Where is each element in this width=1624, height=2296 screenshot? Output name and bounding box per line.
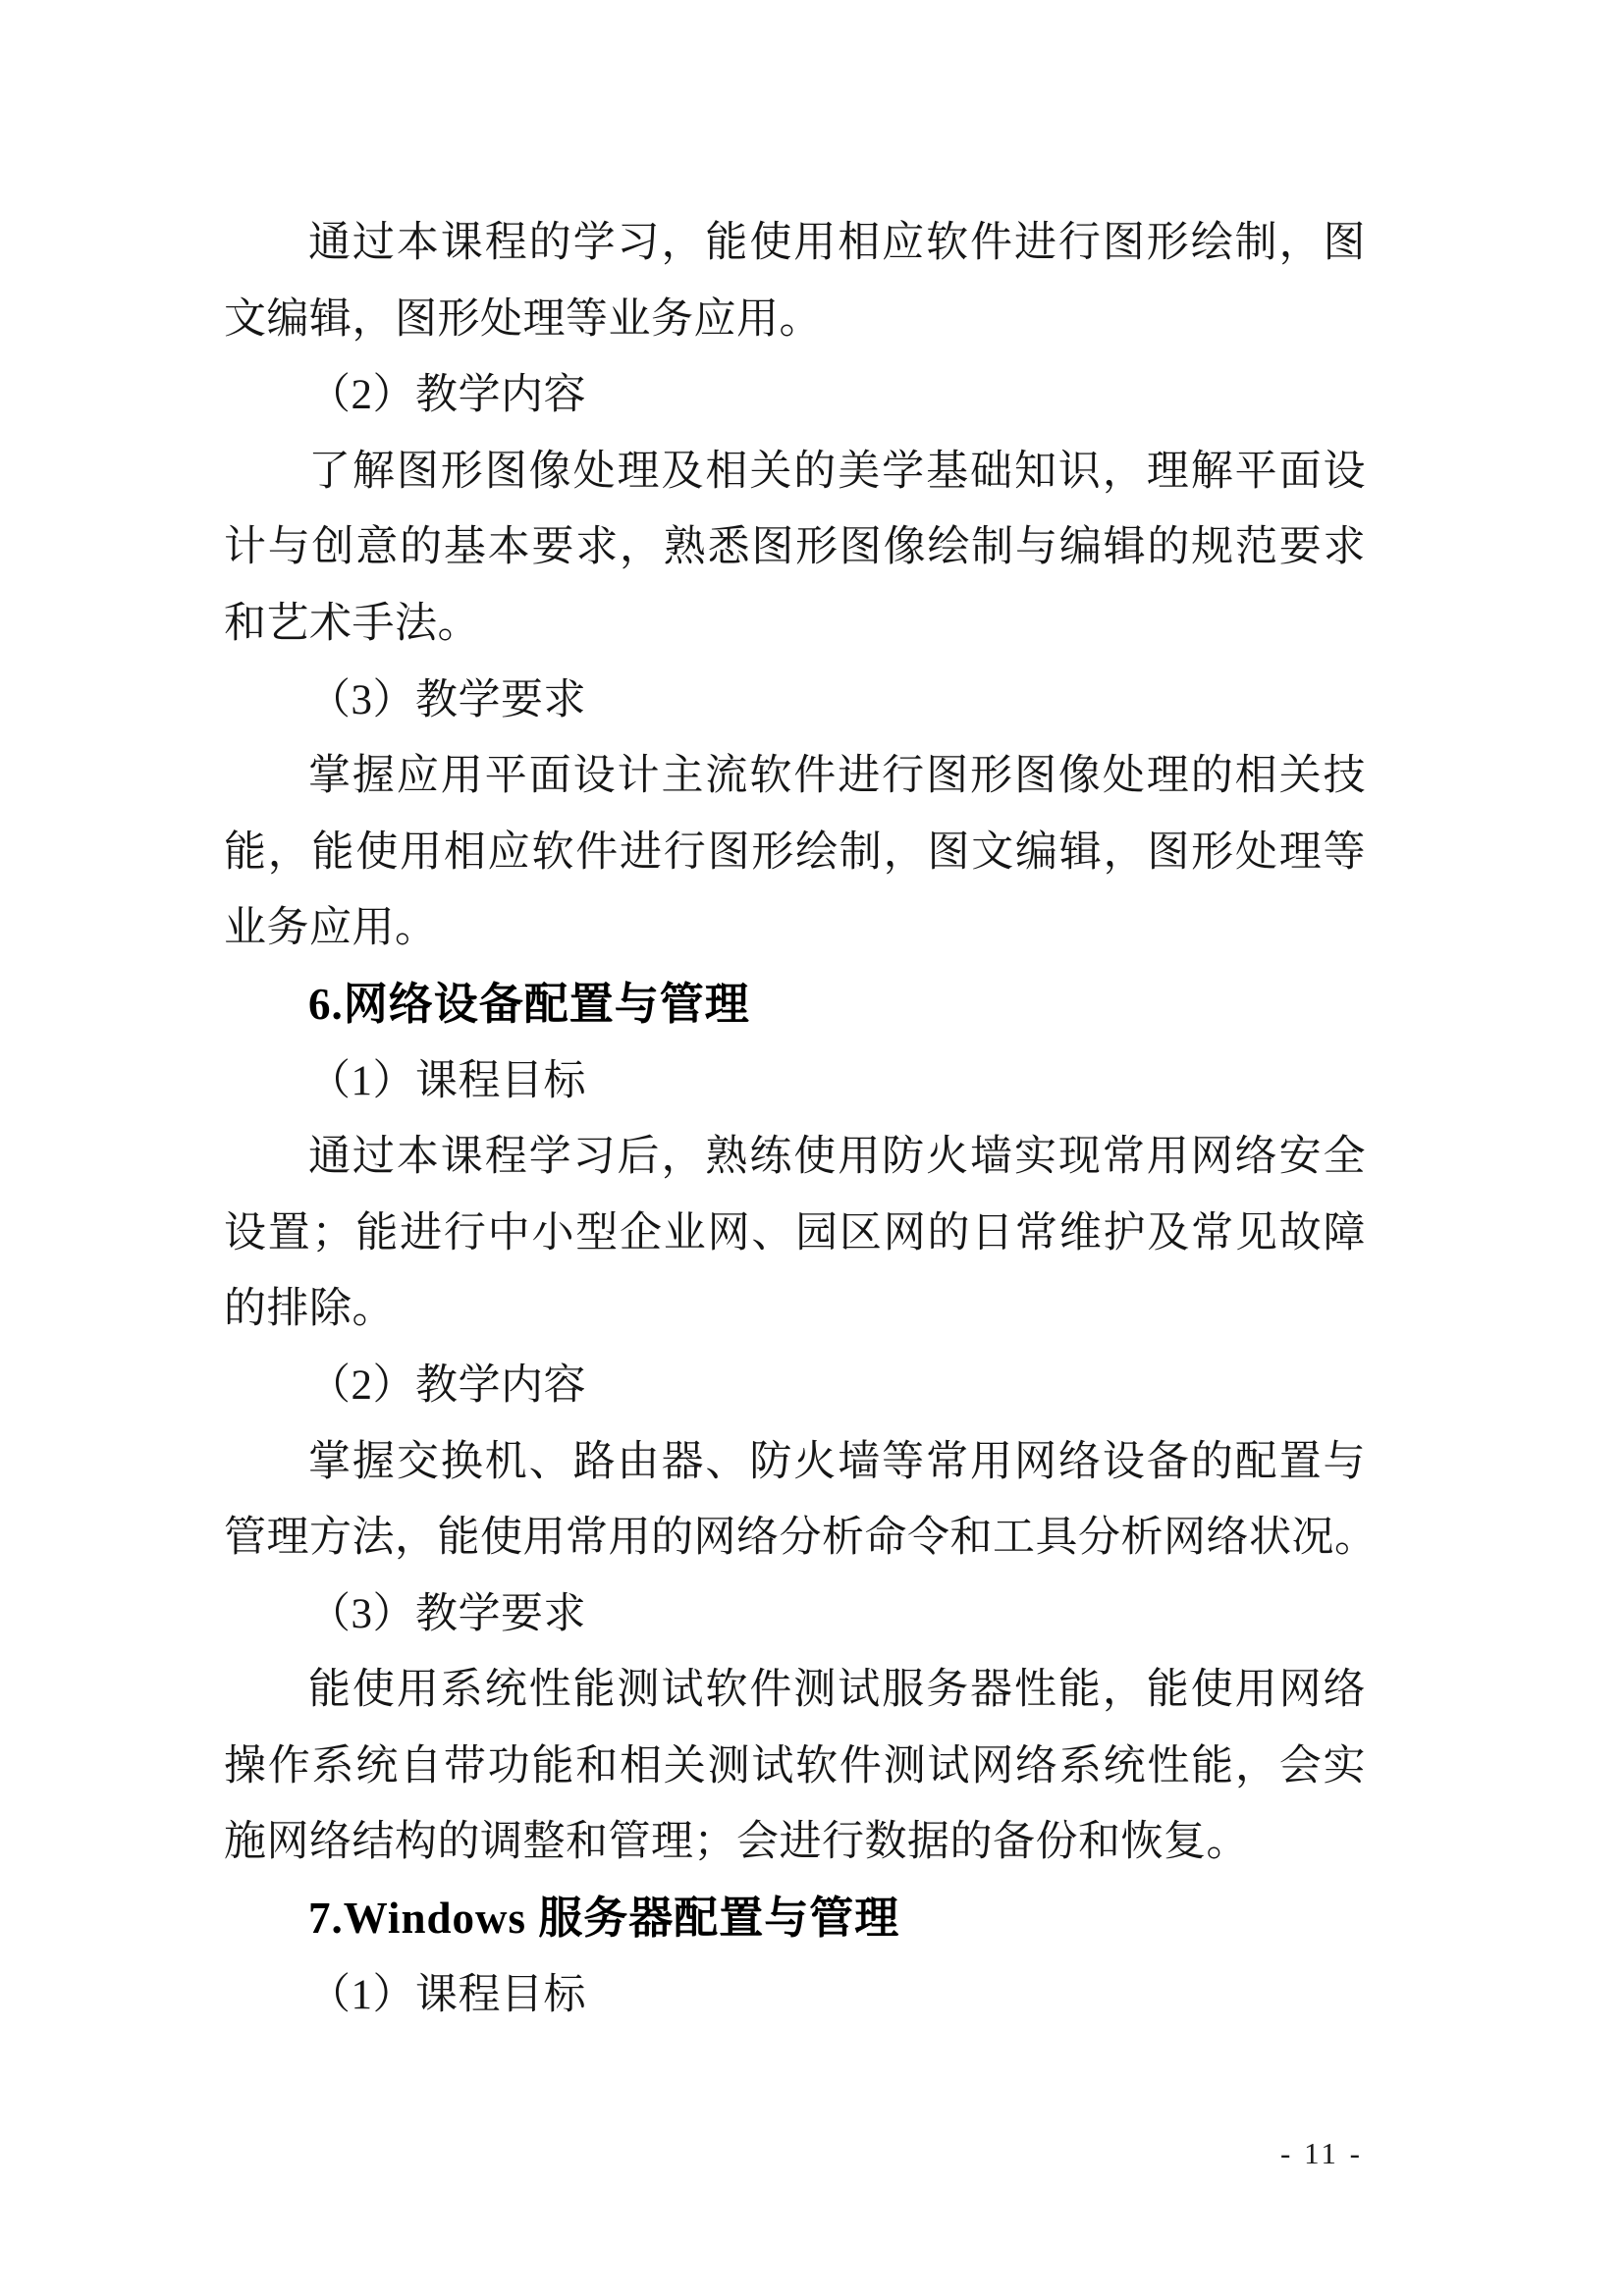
text-line: （1）课程目标 (308, 1971, 586, 2018)
text-line: 业务应用。 (224, 905, 438, 952)
text-line: 掌握应用平面设计主流软件进行图形图像处理的相关技 (308, 753, 1366, 800)
text-line: （2）教学内容 (308, 1362, 586, 1409)
text-line: 7.Windows 服务器配置与管理 (308, 1894, 900, 1944)
text-line: 了解图形图像处理及相关的美学基础知识，理解平面设 (308, 448, 1366, 495)
text-line: （2）教学内容 (308, 372, 586, 419)
text-line: 能使用系统性能测试软件测试服务器性能，能使用网络 (308, 1667, 1366, 1714)
text-line: 设置；能进行中小型企业网、园区网的日常维护及常见故障 (224, 1209, 1366, 1256)
text-line: 操作系统自带功能和相关测试软件测试网络系统性能，会实 (224, 1742, 1366, 1789)
text-line: 能，能使用相应软件进行图形绘制，图文编辑，图形处理等 (224, 828, 1366, 876)
text-line: 施网络结构的调整和管理；会进行数据的备份和恢复。 (224, 1819, 1249, 1866)
text-line: 通过本课程的学习，能使用相应软件进行图形绘制，图 (308, 220, 1366, 266)
text-line: 管理方法，能使用常用的网络分析命令和工具分析网络状况。 (224, 1515, 1378, 1562)
text-line: （1）课程目标 (308, 1057, 586, 1104)
text-line: 6.网络设备配置与管理 (308, 979, 750, 1029)
document-body (224, 205, 1378, 2033)
text-line: 和艺术手法。 (224, 600, 480, 647)
text-line: 掌握交换机、路由器、防火墙等常用网络设备的配置与 (308, 1438, 1366, 1485)
text-line: 文编辑，图形处理等业务应用。 (224, 295, 822, 343)
text-line: 计与创意的基本要求，熟悉图形图像绘制与编辑的规范要求 (224, 524, 1366, 571)
text-line: （3）教学要求 (308, 1590, 586, 1637)
text-line: 的排除。 (224, 1286, 395, 1333)
page-number: - 11 - (1280, 2136, 1363, 2170)
text-line: （3）教学要求 (308, 676, 586, 723)
text-line: 通过本课程学习后，熟练使用防火墙实现常用网络安全 (308, 1134, 1366, 1181)
